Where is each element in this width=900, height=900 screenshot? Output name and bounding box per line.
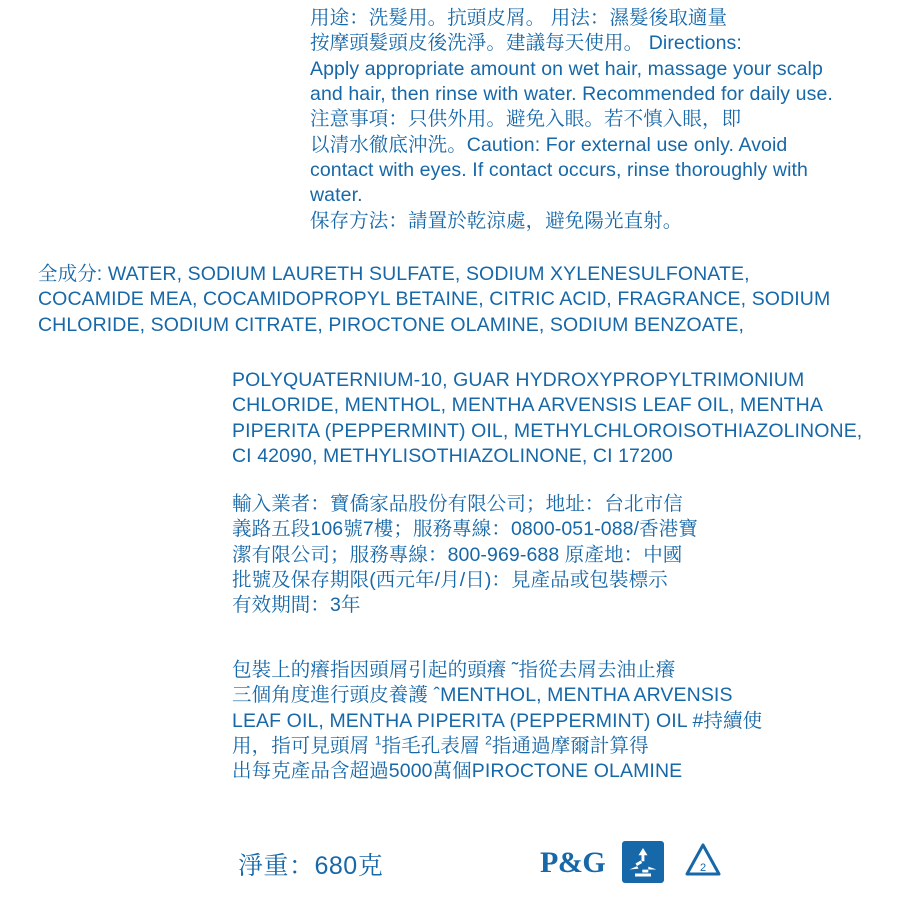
footnote-line-3: LEAF OIL, MENTHA PIPERITA (PEPPERMINT) OIL #持續使: [232, 709, 763, 732]
logo-row: [540, 840, 725, 889]
net-weight: 淨重：680克: [238, 852, 384, 880]
footnotes-section: [232, 658, 872, 785]
footnote-line-4-part-b: 指毛孔表層: [381, 735, 486, 758]
ingredients-heading-line-2: COCAMIDE MEA, COCAMIDOPROPYL BETAINE, CITRIC ACID, FRAGRANCE, SODIUM: [38, 288, 831, 311]
importer-line-1: 輸入業者：寶僑家品股份有限公司；地址：台北市信: [232, 493, 683, 515]
ingredients-body: [232, 368, 868, 469]
footnote-line-4: [232, 734, 872, 759]
importer-line-5: 有效期間：3年: [232, 594, 361, 617]
directions-line-2: 按摩頭髮頭皮後洗淨。建議每天使用。 Directions:: [310, 32, 742, 55]
ingredients-heading-line-1: 全成分: WATER, SODIUM LAURETH SULFATE, SODIUM XYLENESULFONATE,: [38, 263, 750, 285]
caution-line-1: 注意事項：只供外用。避免入眼。若不慎入眼，即: [310, 108, 742, 131]
caution-line-3: contact with eyes. If contact occurs, rinse thoroughly with water.: [310, 159, 808, 207]
footnote-line-5: 出每克產品含超過5000萬個PIROCTONE OLAMINE: [232, 760, 683, 783]
importer-line-3: 潔有限公司；服務專線：800-969-688 原產地：中國: [232, 543, 683, 566]
mobius-number: 2: [700, 862, 707, 874]
footnote-sup-1: 1: [374, 733, 382, 748]
storage-line: 保存方法：請置於乾涼處，避免陽光直射。: [310, 209, 683, 232]
ingredients-body-line-4: CI 42090, METHYLISOTHIAZOLINONE, CI 17200: [232, 445, 673, 468]
importer-line-4: 批號及保存期限(西元年/月/日)：見產品或包裝標示: [232, 569, 668, 592]
footnote-line-1: 包裝上的癢指因頭屑引起的頭癢 ˜指從去屑去油止癢: [232, 659, 676, 681]
pg-logo: P&G: [540, 845, 606, 879]
ingredients-body-line-2: CHLORIDE, MENTHOL, MENTHA ARVENSIS LEAF OIL, MENTHA: [232, 394, 823, 417]
importer-section: [232, 492, 868, 619]
directions-line-4: and hair, then rinse with water. Recommended for daily use.: [310, 83, 833, 106]
ingredients-body-line-3: PIPERITA (PEPPERMINT) OIL, METHYLCHLOROISOTHIAZOLINONE,: [232, 419, 863, 442]
directions-section: [310, 6, 862, 234]
footnote-line-2: 三個角度進行頭皮養護 ˆMENTHOL, MENTHA ARVENSIS: [232, 684, 733, 707]
footnote-sup-2: 2: [485, 733, 492, 748]
ingredients-heading-line-3: CHLORIDE, SODIUM CITRATE, PIROCTONE OLAMINE, SODIUM BENZOATE,: [38, 313, 745, 336]
footnote-line-4-part-a: 用，指可見頭屑: [232, 735, 375, 758]
directions-line-1: 用途：洗髮用。抗頭皮屑。 用法：濕髮後取適量: [310, 7, 728, 29]
caution-line-2: 以清水徹底沖洗。Caution: For external use only. Avoid: [310, 133, 788, 156]
directions-line-3: Apply appropriate amount on wet hair, massage your scalp: [310, 57, 823, 80]
ingredients-heading: [38, 262, 868, 338]
ingredients-body-line-1: POLYQUATERNIUM-10, GUAR HYDROXYPROPYLTRIMONIUM: [232, 369, 805, 391]
mobius-loop-icon: [681, 840, 725, 889]
recycle-square-icon: [621, 840, 665, 889]
footnote-line-4-part-c: 指通過摩爾計算得: [491, 735, 649, 758]
importer-line-2: 義路五段106號7樓；服務專線：0800-051-088/香港寶: [232, 518, 698, 541]
